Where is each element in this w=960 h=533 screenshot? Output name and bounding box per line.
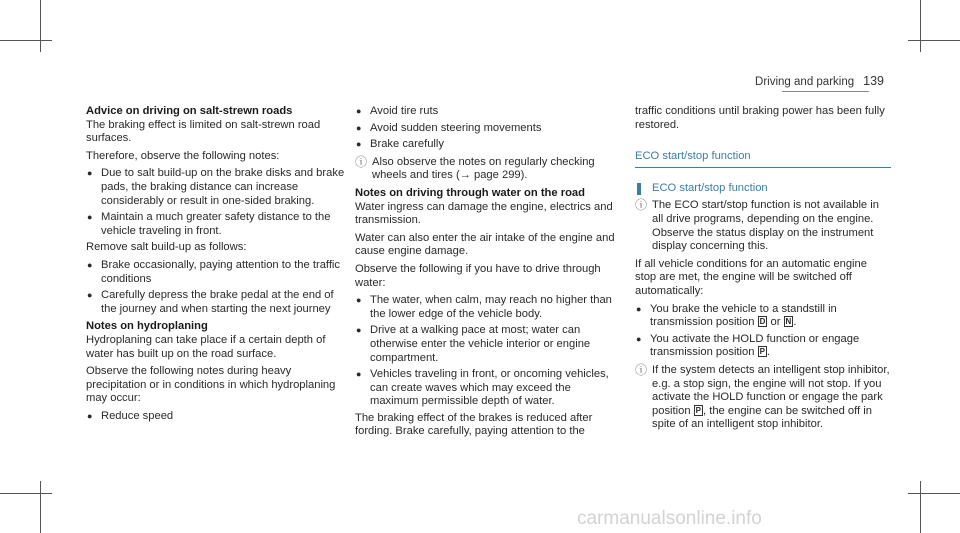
bullet-icon: ● xyxy=(87,168,93,179)
bullet-icon: ● xyxy=(636,303,642,314)
bullet-list xyxy=(86,410,350,424)
note: ⓘ The ECO start/stop function is not available in all drive programs, depending on the engine. Observe the status display on the instrument display concerning this. xyxy=(635,198,879,253)
column-1 xyxy=(86,105,350,426)
paragraph: Observe the following if you have to drive through water: xyxy=(355,262,601,289)
crop-mark xyxy=(0,493,52,494)
bullet-icon: ● xyxy=(636,333,642,344)
key-d-icon: D xyxy=(759,317,766,327)
page-number: 139 xyxy=(863,74,884,88)
paragraph: Therefore, observe the following notes: xyxy=(86,149,280,162)
paragraph: If all vehicle conditions for an automatic engine stop are met, the engine will be switched off automatically: xyxy=(635,257,867,297)
bullet-list xyxy=(86,167,350,238)
paragraph: The braking effect of the brakes is reduced after fording. Brake carefully, paying attention to the xyxy=(355,411,593,438)
paragraph: Water ingress can damage the engine, electrics and transmission. xyxy=(355,200,613,227)
heading-salt-roads: Advice on driving on salt-strewn roads xyxy=(86,105,293,117)
list-item: ● Drive at a walking pace at most; water can otherwise enter the vehicle interior or engine compartment. xyxy=(356,324,591,364)
column-3 xyxy=(635,105,891,436)
paragraph: The braking effect is limited on salt-strewn road surfaces. xyxy=(86,118,321,145)
info-icon: ⓘ xyxy=(355,154,368,169)
bullet-icon: ● xyxy=(87,212,93,223)
section-title: Driving and parking xyxy=(755,76,855,88)
crop-mark xyxy=(0,40,52,41)
bullet-icon: ● xyxy=(356,139,362,150)
crop-mark xyxy=(908,40,960,41)
crop-mark xyxy=(908,493,960,494)
bullet-list xyxy=(355,105,617,152)
bullet-icon: ● xyxy=(356,325,362,336)
bullet-icon: ● xyxy=(87,410,93,421)
bullet-icon: ● xyxy=(356,122,362,133)
key-p-icon: P xyxy=(695,405,702,415)
list-item: ● Brake occasionally, paying attention to the traffic conditions xyxy=(87,258,341,285)
paragraph: Hydroplaning can take place if a certain depth of water has built up on the road surface. xyxy=(86,333,326,360)
list-item: ● Carefully depress the brake pedal at the end of the journey and when starting the next journey xyxy=(87,289,334,315)
info-icon: ⓘ xyxy=(635,198,648,213)
paragraph: traffic conditions until braking power has been fully restored. xyxy=(635,105,885,131)
bullet-icon: ● xyxy=(356,369,362,380)
marker-bar xyxy=(637,183,641,195)
bullet-icon: ● xyxy=(356,295,362,306)
subheading-eco: ECO start/stop function xyxy=(635,182,891,196)
header-rule xyxy=(782,91,869,92)
list-item: ● Avoid tire ruts xyxy=(356,105,439,117)
key-p-icon: P xyxy=(759,347,765,357)
heading-water-driving: Notes on driving through water on the road xyxy=(355,186,585,199)
bullet-list xyxy=(86,259,350,316)
bullet-list xyxy=(635,303,891,360)
section-heading-eco: ECO start/stop function xyxy=(635,150,891,168)
list-item: ● Due to salt build-up on the brake disks and brake pads, the braking distance can increase considerably or result in one-sided braking. xyxy=(87,167,345,207)
watermark: carmanualsonline.info xyxy=(577,508,762,529)
list-item: ● You activate the HOLD function or engage transmission position P . xyxy=(636,332,860,359)
bullet-icon: ● xyxy=(87,290,93,301)
crop-mark xyxy=(920,0,921,52)
crop-mark xyxy=(920,481,921,533)
running-header xyxy=(755,74,884,88)
note: ⓘ Also observe the notes on regularly checking wheels and tires (→ page 299). xyxy=(355,154,595,182)
crop-mark xyxy=(40,481,41,533)
list-item: ● Vehicles traveling in front, or oncoming vehicles, can create waves which may exceed the maximum permissible depth of water. xyxy=(356,368,609,408)
list-item: ● Avoid sudden steering movements xyxy=(356,121,542,134)
paragraph: Observe the following notes during heavy precipitation or in conditions in which hydroplaning may occur: xyxy=(86,365,336,405)
list-item: ● Maintain a much greater safety distance to the vehicle traveling in front. xyxy=(87,211,331,237)
list-item: ● Brake carefully xyxy=(356,138,444,151)
bullet-icon: ● xyxy=(356,106,362,116)
list-item: ● The water, when calm, may reach no higher than the lower edge of the vehicle body. xyxy=(356,294,612,320)
list-item: ● You brake the vehicle to a standstill in transmission position D or N . xyxy=(636,302,837,329)
crop-mark xyxy=(40,0,41,52)
note: ⓘ If the system detects an intelligent stop inhibitor, e.g. a stop sign, the engine will not stop. If you activate the HOLD function or engage the park position P , the engine can be switched off in spite of an intelligent stop inhibitor. xyxy=(635,362,890,431)
list-item: ● Reduce speed xyxy=(87,409,174,422)
column-2 xyxy=(355,105,617,443)
heading-hydroplaning: Notes on hydroplaning xyxy=(86,320,208,333)
paragraph: Remove salt build-up as follows: xyxy=(86,241,247,254)
bullet-icon: ● xyxy=(87,259,93,270)
info-icon: ⓘ xyxy=(635,362,648,377)
paragraph: Water can also enter the air intake of the engine and cause engine damage. xyxy=(355,231,615,258)
bullet-list xyxy=(355,294,617,409)
key-n-icon: N xyxy=(785,317,792,327)
